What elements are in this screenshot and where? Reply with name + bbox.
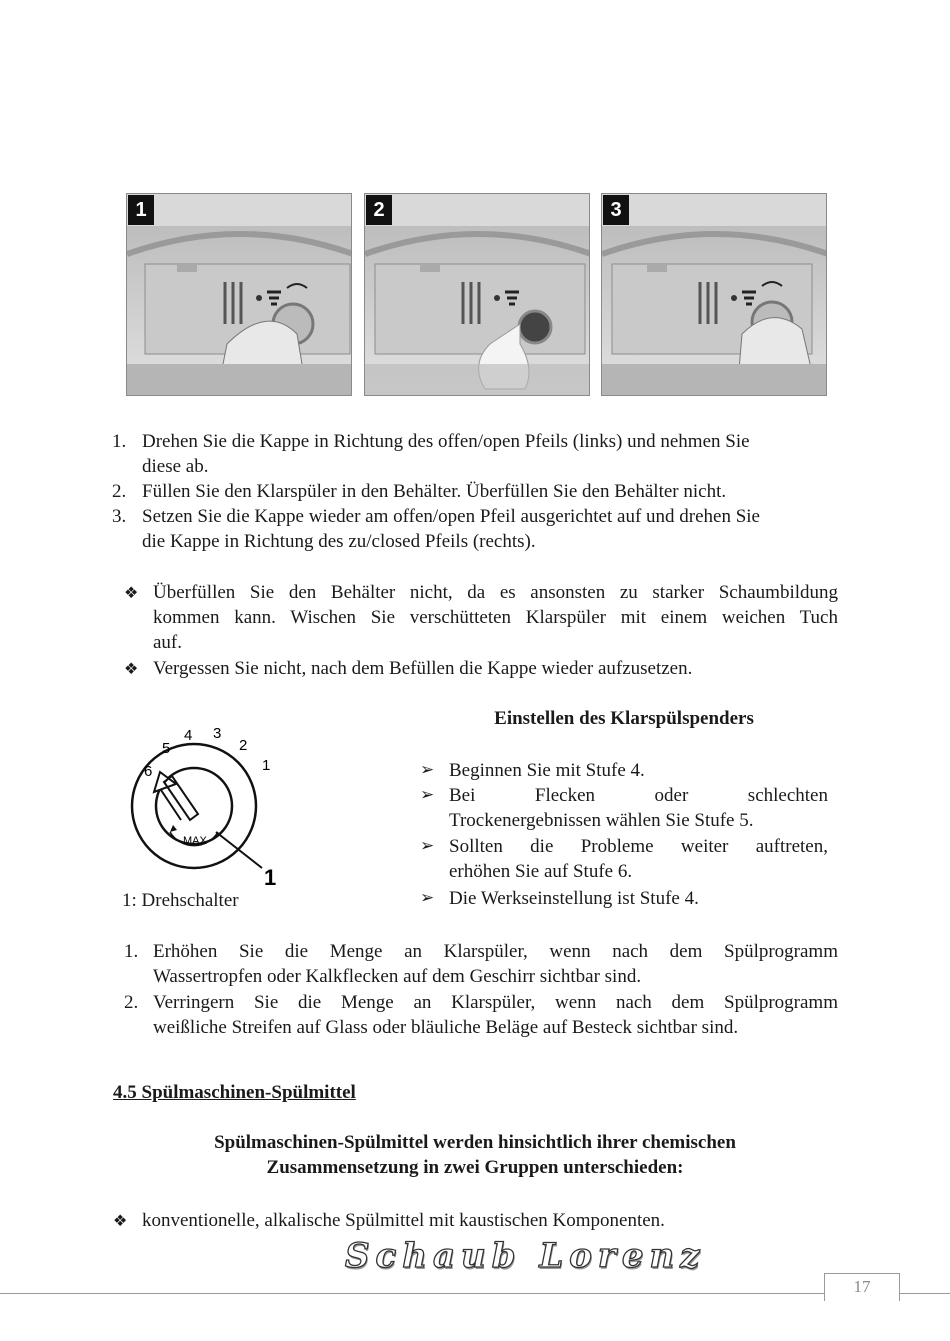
- dispenser-photo: [365, 194, 590, 396]
- dial-number: 2: [239, 737, 248, 754]
- step-photo-2: [364, 193, 590, 396]
- dial-number: 5: [162, 740, 171, 757]
- dial-number: 4: [184, 727, 193, 744]
- footer-rule: [0, 1293, 824, 1294]
- diamond-bullet-icon: ❖: [113, 1213, 128, 1230]
- settings-title: Einstellen des Klarspülspenders: [494, 708, 754, 729]
- dial-number: 1: [262, 757, 271, 774]
- dispenser-photo: [602, 194, 827, 396]
- arrow-bullet-icon: ➢: [420, 836, 435, 856]
- dial-max-label: MAX: [183, 835, 207, 847]
- footer-rule-right: [900, 1293, 950, 1294]
- dial-number: 6: [144, 763, 153, 780]
- step-badge: 3: [603, 195, 629, 225]
- dispenser-photo: [127, 194, 352, 396]
- section-subheading: Spülmaschinen-Spülmittel werden hinsichtlich ihrer chemischen Zusammensetzung in zwei Gruppen unterschieden:: [214, 1132, 736, 1178]
- arrow-bullet-icon: ➢: [420, 888, 435, 908]
- dial-diagram: [126, 720, 286, 890]
- step-photo-1: [126, 193, 352, 396]
- diamond-bullet-icon: ❖: [124, 661, 139, 678]
- step-photo-3: [601, 193, 827, 396]
- arrow-bullet-icon: ➢: [420, 760, 435, 780]
- brand-logo: Schaub Lorenz: [345, 1236, 706, 1276]
- step-badge: 1: [128, 195, 154, 225]
- dial-number: 3: [213, 725, 222, 742]
- section-heading: 4.5 Spülmaschinen-Spülmittel: [113, 1082, 356, 1103]
- arrow-bullet-icon: ➢: [420, 785, 435, 805]
- dial-caption: 1: Drehschalter: [122, 890, 239, 911]
- step-badge: 2: [366, 195, 392, 225]
- diamond-bullet-icon: ❖: [124, 585, 139, 602]
- page-number: 17: [853, 1277, 871, 1296]
- dial-callout: 1: [264, 865, 277, 890]
